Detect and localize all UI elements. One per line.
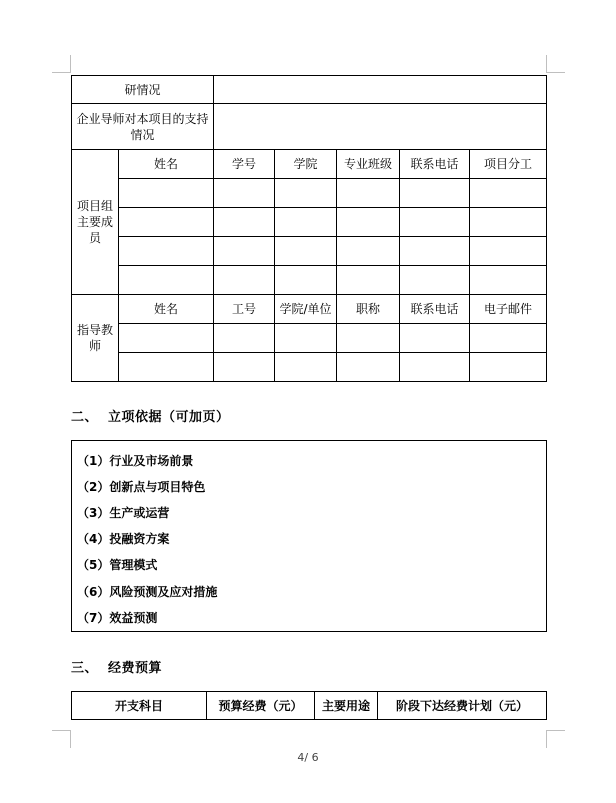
advisor-cell[interactable] — [214, 353, 275, 382]
member-cell[interactable] — [337, 179, 400, 208]
basis-item-market: （1）行业及市场前景 — [77, 454, 194, 468]
advisor-cell[interactable] — [119, 324, 214, 353]
members-header-major-class: 专业班级 — [337, 150, 400, 179]
enterprise-mentor-support-value[interactable] — [214, 104, 547, 150]
member-cell[interactable] — [214, 208, 275, 237]
members-group-label: 项目组主要成员 — [72, 150, 119, 295]
advisor-cell[interactable] — [400, 324, 470, 353]
member-cell[interactable] — [337, 266, 400, 295]
advisors-row — [72, 324, 547, 353]
basis-item-benefit: （7）效益预测 — [77, 611, 158, 625]
advisor-cell[interactable] — [275, 324, 337, 353]
advisor-cell[interactable] — [214, 324, 275, 353]
research-status-label: 研情况 — [72, 76, 214, 104]
advisors-header-name: 姓名 — [119, 295, 214, 324]
basis-item-innovation: （2）创新点与项目特色 — [77, 480, 206, 494]
crop-mark-top-left-vertical — [70, 55, 71, 73]
advisors-header-phone: 联系电话 — [400, 295, 470, 324]
basis-item-operation: （3）生产或运营 — [77, 506, 170, 520]
budget-header-amount: 预算经费（元） — [207, 692, 315, 720]
members-header-college: 学院 — [275, 150, 337, 179]
budget-header-purpose: 主要用途 — [315, 692, 378, 720]
crop-mark-top-right-vertical — [546, 55, 547, 73]
member-cell[interactable] — [400, 208, 470, 237]
advisor-cell[interactable] — [275, 353, 337, 382]
budget-header-schedule: 阶段下达经费计划（元） — [378, 692, 547, 720]
member-cell[interactable] — [400, 179, 470, 208]
crop-mark-bottom-right-vertical — [546, 730, 547, 748]
advisors-header-staff-id: 工号 — [214, 295, 275, 324]
member-cell[interactable] — [470, 266, 547, 295]
members-row — [72, 208, 547, 237]
application-info-table — [71, 75, 547, 382]
research-status-value[interactable] — [214, 76, 547, 104]
crop-mark-bottom-left-vertical — [70, 730, 71, 748]
section-2-heading: 二、 立项依据（可加页） — [71, 410, 230, 425]
advisor-cell[interactable] — [470, 353, 547, 382]
advisor-cell[interactable] — [400, 353, 470, 382]
crop-mark-bottom-left-horizontal — [52, 730, 71, 731]
member-cell[interactable] — [470, 179, 547, 208]
member-cell[interactable] — [275, 266, 337, 295]
member-cell[interactable] — [119, 179, 214, 208]
member-cell[interactable] — [119, 208, 214, 237]
crop-mark-bottom-right-horizontal — [546, 730, 565, 731]
member-cell[interactable] — [214, 179, 275, 208]
basis-item-financing: （4）投融资方案 — [77, 532, 170, 546]
member-cell[interactable] — [400, 266, 470, 295]
budget-header-item: 开支科目 — [72, 692, 207, 720]
section-3-heading: 三、 经费预算 — [71, 661, 163, 676]
member-cell[interactable] — [214, 237, 275, 266]
crop-mark-top-left-horizontal — [52, 72, 71, 73]
advisors-row — [72, 353, 547, 382]
member-cell[interactable] — [275, 237, 337, 266]
enterprise-mentor-support-label: 企业导师对本项目的支持情况 — [72, 104, 214, 150]
advisors-header-email: 电子邮件 — [470, 295, 547, 324]
member-cell[interactable] — [470, 237, 547, 266]
member-cell[interactable] — [275, 208, 337, 237]
member-cell[interactable] — [214, 266, 275, 295]
member-cell[interactable] — [400, 237, 470, 266]
members-row — [72, 237, 547, 266]
page-number: 4/ 6 — [297, 751, 319, 764]
basis-item-management: （5）管理模式 — [77, 558, 158, 572]
members-row — [72, 266, 547, 295]
members-row — [72, 179, 547, 208]
members-header-name: 姓名 — [119, 150, 214, 179]
basis-item-risk: （6）风险预测及应对措施 — [77, 585, 218, 599]
member-cell[interactable] — [337, 237, 400, 266]
members-header-task: 项目分工 — [470, 150, 547, 179]
advisor-cell[interactable] — [119, 353, 214, 382]
member-cell[interactable] — [119, 266, 214, 295]
member-cell[interactable] — [119, 237, 214, 266]
advisors-group-label: 指导教师 — [72, 295, 119, 382]
member-cell[interactable] — [337, 208, 400, 237]
project-basis-box[interactable] — [71, 440, 547, 632]
crop-mark-top-right-horizontal — [546, 72, 565, 73]
members-header-student-id: 学号 — [214, 150, 275, 179]
advisors-header-college-unit: 学院/单位 — [275, 295, 337, 324]
budget-table — [71, 691, 547, 720]
advisors-header-title: 职称 — [337, 295, 400, 324]
advisor-cell[interactable] — [337, 324, 400, 353]
members-header-phone: 联系电话 — [400, 150, 470, 179]
member-cell[interactable] — [470, 208, 547, 237]
member-cell[interactable] — [275, 179, 337, 208]
advisor-cell[interactable] — [337, 353, 400, 382]
advisor-cell[interactable] — [470, 324, 547, 353]
